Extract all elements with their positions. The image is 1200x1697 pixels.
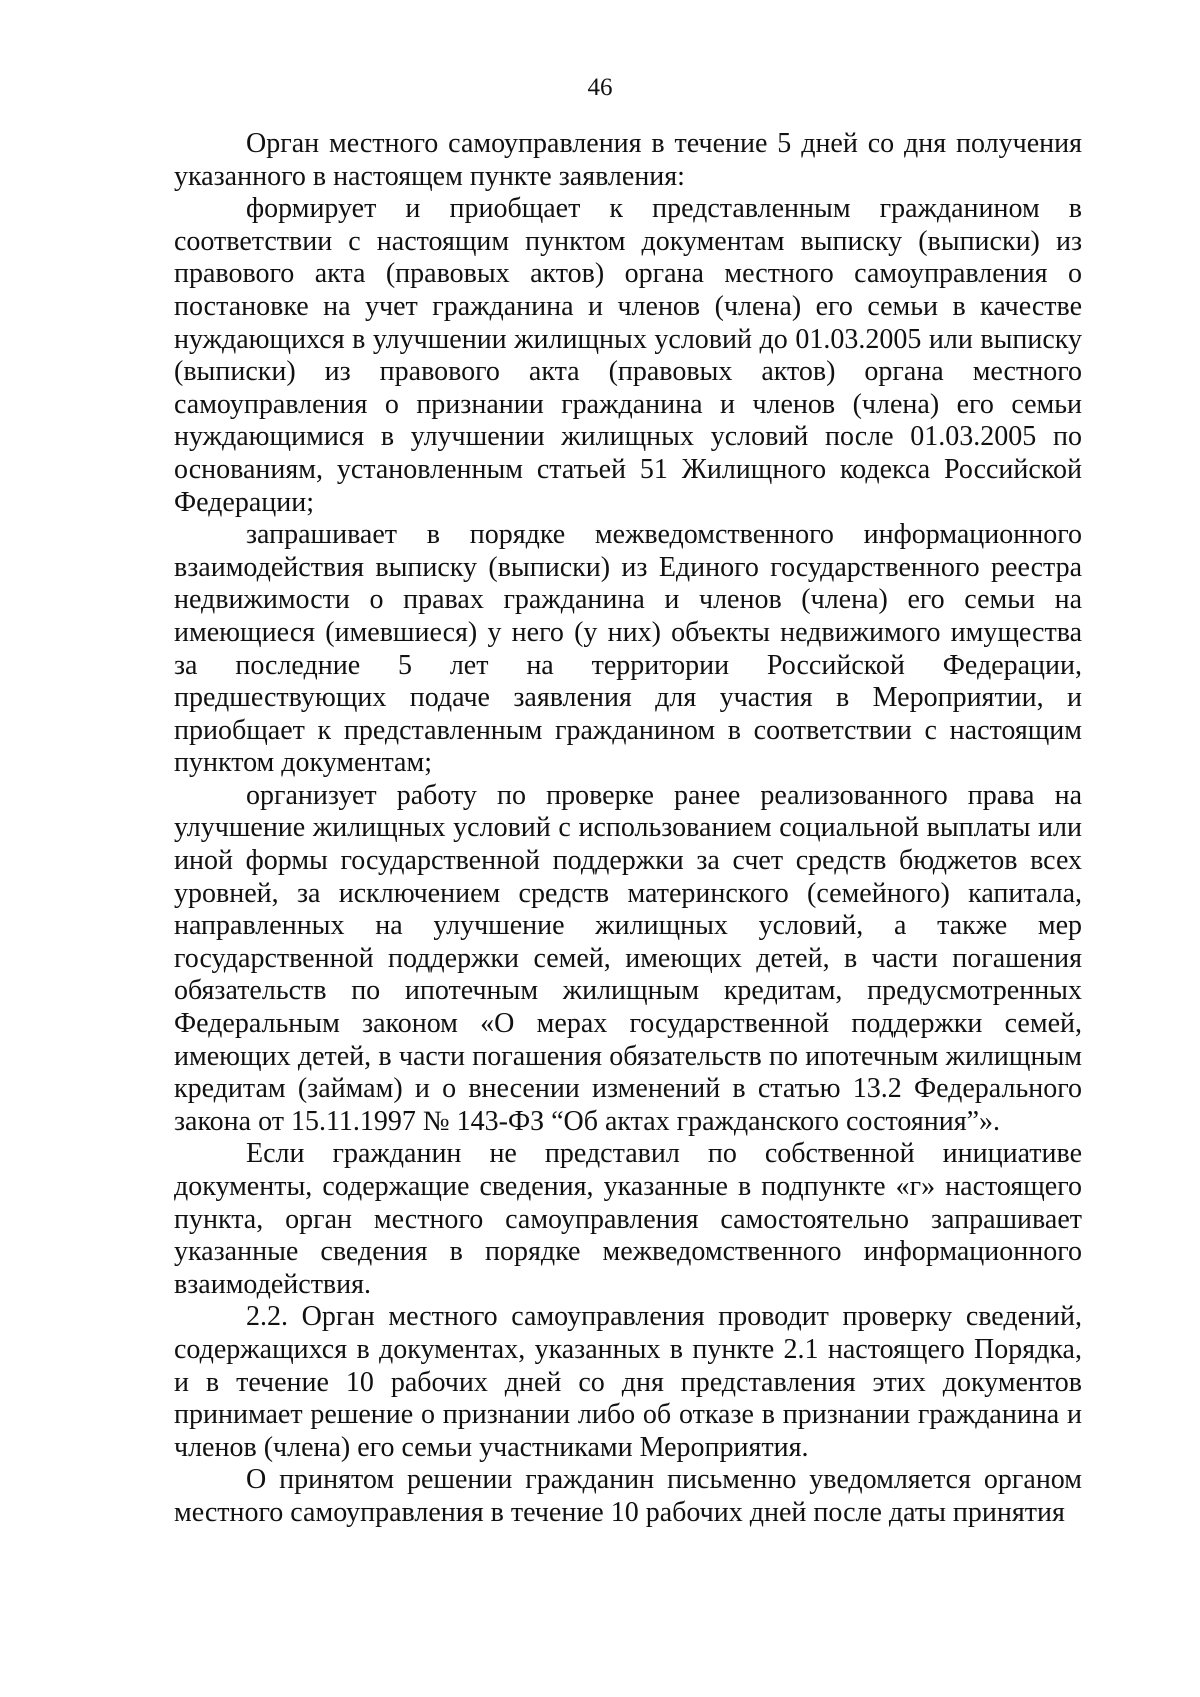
paragraph-4: организует работу по проверке ранее реализованного права на улучшение жилищных условий с использованием социальной выплаты или иной формы государственной поддержки за счет средств бюджетов всех уровней, за исключением средств материнского (семейного) капитала, направленных на улучшение жилищных условий, а также мер государственной поддержки семей, имеющих детей, в части погашения обязательств по ипотечным жилищным кредитам, предусмотренных Федеральным законом «О мерах государственной поддержки семей, имеющих детей, в части погашения обязательств по ипотечным жилищным кредитам (займам) и о внесении изменений в статью 13.2 Федерального закона от 15.11.1997 № 143-ФЗ “Об актах гражданского состояния”». (174, 779, 1082, 1137)
paragraph-5: Если гражданин не представил по собственной инициативе документы, содержащие сведения, указанные в подпункте «г» настоящего пункта, орган местного самоуправления самостоятельно запрашивает указанные сведения в порядке межведомственного информационного взаимодействия. (174, 1138, 1082, 1300)
paragraph-3: запрашивает в порядке межведомственного информационного взаимодействия выписку (выписки) из Единого государственного реестра недвижимости о правах гражданина и членов (члена) его семьи на имеющиеся (имевшиеся) у него (у них) объекты недвижимого имущества за последние 5 лет на территории Российской Федерации, предшествующих подаче заявления для участия в Мероприятии, и приобщает к представленным гражданином в соответствии с настоящим пунктом документам; (174, 519, 1082, 779)
paragraph-6: 2.2. Орган местного самоуправления проводит проверку сведений, содержащихся в документах, указанных в пункте 2.1 настоящего Порядка, и в течение 10 рабочих дней со дня представления этих документов принимает решение о признании либо об отказе в признании гражданина и членов (члена) его семьи участниками Мероприятия. (174, 1301, 1082, 1463)
page-number: 46 (587, 74, 613, 101)
paragraph-7: О принятом решении гражданин письменно уведомляется органом местного самоуправления в течение 10 рабочих дней после даты принятия (174, 1464, 1082, 1528)
document-body (174, 128, 1082, 1530)
paragraph-1: Орган местного самоуправления в течение 5 дней со дня получения указанного в настоящем пункте заявления: (174, 128, 1082, 192)
paragraph-2: формирует и приобщает к представленным гражданином в соответствии с настоящим пунктом документам выписку (выписки) из правового акта (правовых актов) органа местного самоуправления о постановке на учет гражданина и членов (члена) его семьи в качестве нуждающихся в улучшении жилищных условий до 01.03.2005 или выписку (выписки) из правового акта (правовых актов) органа местного самоуправления о признании гражданина и членов (члена) его семьи нуждающимися в улучшении жилищных условий после 01.03.2005 по основаниям, установленным статьей 51 Жилищного кодекса Российской Федерации; (174, 193, 1082, 518)
